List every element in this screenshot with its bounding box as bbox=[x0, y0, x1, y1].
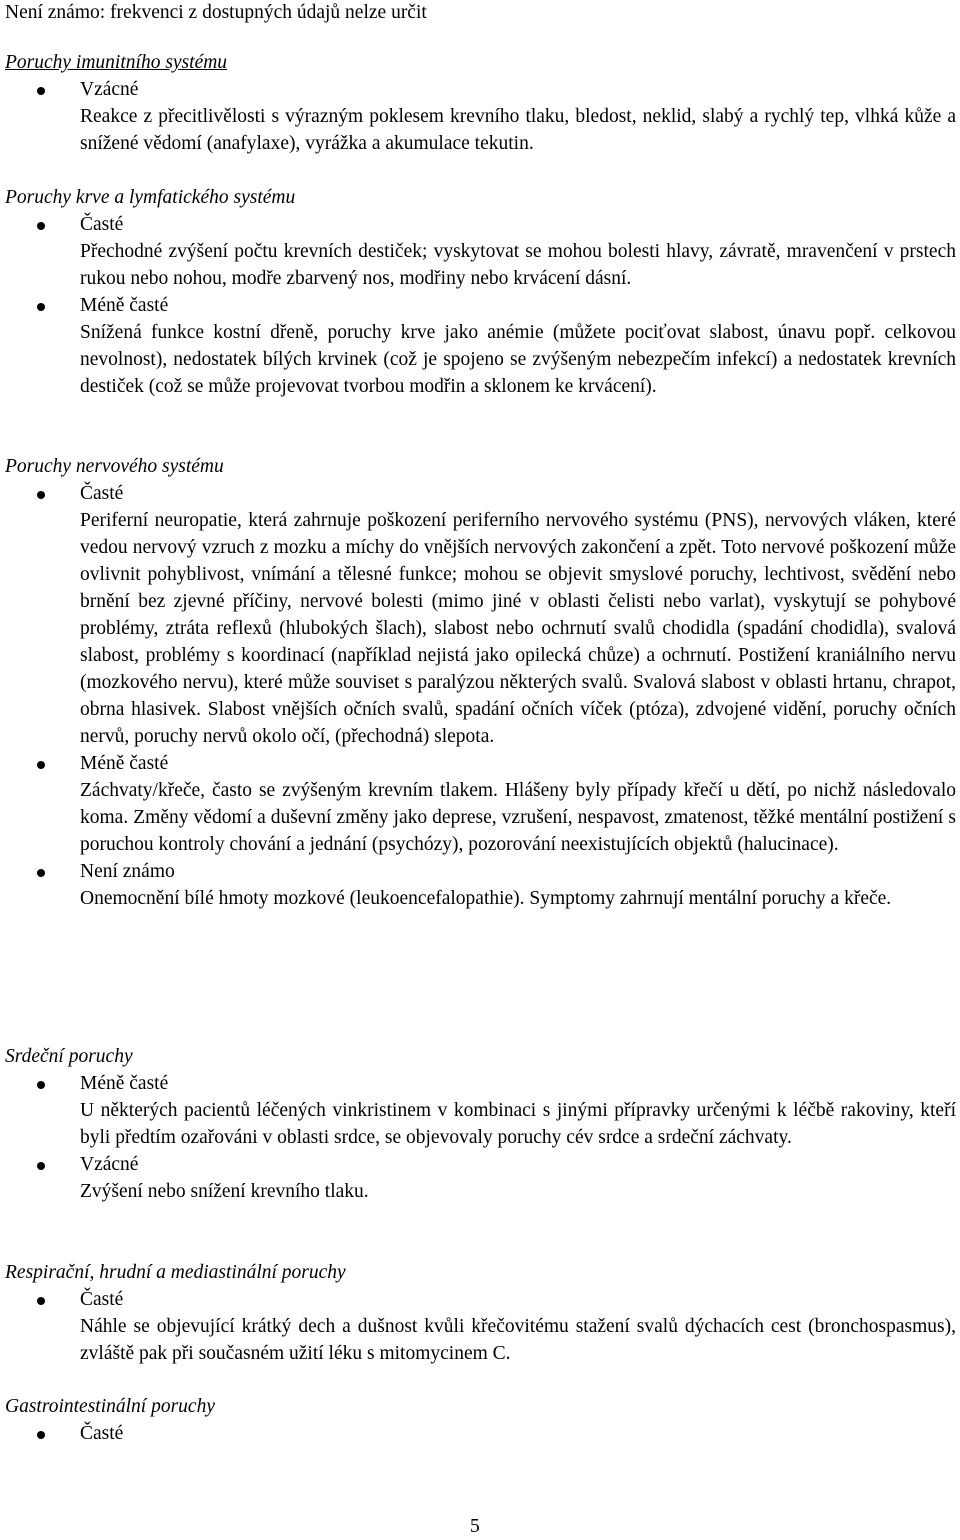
frequency-line bbox=[0, 750, 960, 777]
frequency-line bbox=[0, 858, 960, 885]
section-gastrointestinal bbox=[0, 1393, 960, 1447]
page-number: 5 bbox=[470, 1516, 480, 1537]
section-cardiac bbox=[0, 1043, 960, 1205]
bullet-icon bbox=[37, 303, 45, 311]
section-nervous-system bbox=[0, 453, 960, 912]
bullet-icon bbox=[37, 1081, 45, 1089]
entry-text: Zvýšení nebo snížení krevního tlaku. bbox=[80, 1181, 369, 1202]
frequency-entry bbox=[0, 750, 960, 858]
section-heading: Respirační, hrudní a mediastinální poruchy bbox=[5, 1262, 346, 1283]
frequency-line bbox=[0, 1420, 960, 1447]
frequency-entry bbox=[0, 480, 960, 750]
entry-text: Onemocnění bílé hmoty mozkové (leukoencefalopathie). Symptomy zahrnují mentální poruchy a křeče. bbox=[80, 888, 892, 909]
frequency-label: Není známo bbox=[80, 861, 175, 882]
bullet-icon bbox=[37, 491, 45, 499]
section-heading: Poruchy nervového systému bbox=[5, 456, 224, 477]
frequency-label: Časté bbox=[80, 1423, 124, 1444]
entry-text: Periferní neuropatie, která zahrnuje poškození periferního nervového systému (PNS), nervových vláken, které vedou nervový vzruch z mozku a míchy do vnějších nervových zakončení a zpět. Toto nervové poškození může ovlivnit pohyblivost, vnímání a tělesné funkce; mohou se objevit smyslové poruchy, lechtivost, svědění nebo brnění bez zjevné příčiny, nervové bolesti (mimo jiné v oblasti čelisti nebo varlat), vyskytují se pohybové problémy, ztráta reflexů (hlubokých šlach), slabost nebo ochrnutí svalů chodidla (spadání chodidla), svalová slabost, problémy s koordinací (například nejistá jako opilecká chůze) a ochrnutí. Postižení kraniálního nervu (mozkového nervu), které může souviset s paralýzou některých svalů. Svalová slabost v oblasti hrtanu, chrapot, obrna hlasivek. Slabost vnějších očních svalů, spadání očních víček (ptóza), zdvojené vidění, poruchy očních nervů, poruchy nervů okolo očí, (přechodná) slepota. bbox=[80, 510, 956, 747]
frequency-entry bbox=[0, 1286, 960, 1367]
frequency-entry bbox=[0, 1420, 960, 1447]
frequency-label: Vzácné bbox=[80, 79, 139, 100]
section-heading: Poruchy krve a lymfatického systému bbox=[5, 187, 296, 208]
bullet-icon bbox=[37, 1162, 45, 1170]
frequency-label: Méně časté bbox=[80, 1073, 169, 1094]
frequency-label: Méně časté bbox=[80, 295, 169, 316]
bullet-icon bbox=[37, 1431, 45, 1439]
frequency-line bbox=[0, 480, 960, 507]
frequency-entry bbox=[0, 1070, 960, 1151]
frequency-label: Časté bbox=[80, 1289, 124, 1310]
frequency-entry bbox=[0, 211, 960, 292]
entry-text: Náhle se objevující krátký dech a dušnost kvůli křečovitému stažení svalů dýchacích cest (bronchospasmus), zvláště pak při současném užití léku s mitomycinem C. bbox=[80, 1316, 956, 1364]
section-heading: Gastrointestinální poruchy bbox=[5, 1396, 215, 1417]
frequency-line bbox=[0, 211, 960, 238]
section-blood-lymphatic bbox=[0, 184, 960, 400]
entry-text: Přechodné zvýšení počtu krevních destiček; vyskytovat se mohou bolesti hlavy, závratě, mravenčení v prstech rukou nebo nohou, modře zbarvený nos, modřiny nebo krvácení dásní. bbox=[80, 241, 956, 289]
frequency-entry bbox=[0, 292, 960, 400]
frequency-label: Méně časté bbox=[80, 753, 169, 774]
frequency-line bbox=[0, 76, 960, 103]
frequency-line bbox=[0, 1151, 960, 1178]
frequency-line bbox=[0, 1286, 960, 1313]
bullet-icon bbox=[37, 87, 45, 95]
section-immune-system bbox=[0, 49, 960, 157]
section-heading: Poruchy imunitního systému bbox=[5, 52, 228, 73]
frequency-label: Časté bbox=[80, 483, 124, 504]
section-respiratory bbox=[0, 1259, 960, 1367]
bullet-icon bbox=[37, 1297, 45, 1305]
frequency-line bbox=[0, 292, 960, 319]
entry-text: U některých pacientů léčených vinkristinem v kombinaci s jinými přípravky určenými k léčbě rakoviny, kteří byli předtím ozařováni v oblasti srdce, se objevovaly poruchy cév srdce a srdeční záchvaty. bbox=[80, 1100, 956, 1148]
frequency-line bbox=[0, 1070, 960, 1097]
bullet-icon bbox=[37, 761, 45, 769]
bullet-icon bbox=[37, 869, 45, 877]
frequency-entry bbox=[0, 858, 960, 912]
frequency-label: Časté bbox=[80, 214, 124, 235]
frequency-label: Vzácné bbox=[80, 1154, 139, 1175]
entry-text: Záchvaty/křeče, často se zvýšeným krevním tlakem. Hlášeny byly případy křečí u dětí, po nichž následovalo koma. Změny vědomí a duševní změny jako deprese, vzrušení, nespavost, zmatenost, těžké mentální postižení s poruchou kontroly chování a jednání (psychózy), pozorování neexistujících objektů (halucinace). bbox=[80, 780, 956, 855]
entry-text: Snížená funkce kostní dřeně, poruchy krve jako anémie (můžete pociťovat slabost, únavu popř. celkovou nevolnost), nedostatek bílých krvinek (což je spojeno se zvýšeným nebezpečím infekcí) a nedostatek krevních destiček (což se může projevovat tvorbou modřin a sklonem ke krvácení). bbox=[80, 322, 956, 397]
frequency-note: Není známo: frekvenci z dostupných údajů nelze určit bbox=[5, 2, 427, 23]
section-heading: Srdeční poruchy bbox=[5, 1046, 133, 1067]
bullet-icon bbox=[37, 222, 45, 230]
entry-text: Reakce z přecitlivělosti s výrazným poklesem krevního tlaku, bledost, neklid, slabý a rychlý tep, vlhká kůže a snížené vědomí (anafylaxe), vyrážka a akumulace tekutin. bbox=[80, 106, 956, 154]
frequency-entry bbox=[0, 76, 960, 157]
frequency-entry bbox=[0, 1151, 960, 1205]
